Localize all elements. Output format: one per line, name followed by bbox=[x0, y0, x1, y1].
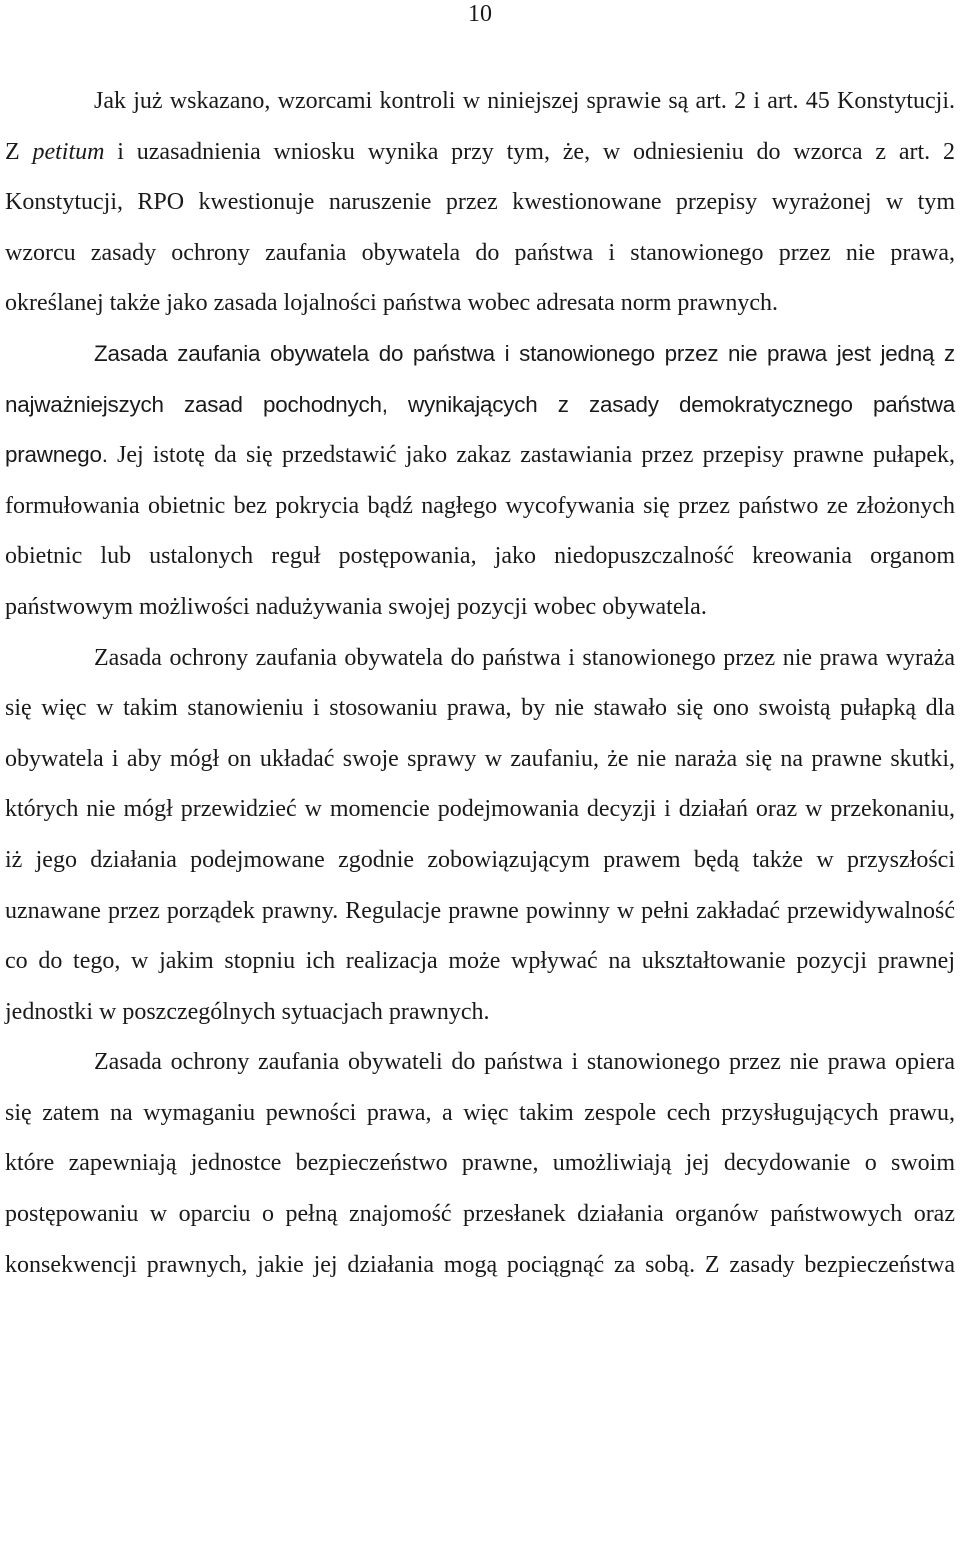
paragraph-review-standards bbox=[5, 76, 955, 329]
page-number: 10 bbox=[468, 1, 492, 27]
paragraph-text: Jak już wskazano, wzorcami kontroli w niniejszej sprawie są art. 2 i art. 45 Konstytucji. Z bbox=[5, 88, 955, 165]
paragraph-trust-principle bbox=[5, 329, 955, 633]
paragraph-text: Jej istotę da się przedstawić jako zakaz zastawiania przez przepisy prawne pułapek, formułowania obietnic bez pokrycia bądź nagłego wycofywania się przez państwo ze złożonych obietnic lub ustalonych reguł postępowania, jako niedopuszczalność kreowania organom państwowym możliwości nadużywania swojej pozycji wobec obywatela. bbox=[5, 442, 955, 620]
document-body bbox=[5, 76, 955, 1290]
paragraph-trust-expression: Zasada ochrony zaufania obywatela do państwa i stanowionego przez nie prawa wyraża się więc w takim stanowieniu i stosowaniu prawa, by nie stawało się ono swoistą pułapką dla obywatela i aby mógł on układać swoje sprawy w zaufaniu, że nie naraża się na prawne skutki, których nie mógł przewidzieć w momencie podejmowania decyzji i działań oraz w przekonaniu, iż jego działania podejmowane zgodnie zobowiązującym prawem będą także w przyszłości uznawane przez porządek prawny. Regulacje prawne powinny w pełni zakładać przewidywalność co do tego, w jakim stopniu ich realizacja może wpływać na ukształtowanie pozycji prawnej jednostki w poszczególnych sytuacjach prawnych. bbox=[5, 644, 955, 1025]
paragraph-legal-certainty: Zasada ochrony zaufania obywateli do państwa i stanowionego przez nie prawa opiera się zatem na wymaganiu pewności prawa, a więc takim zespole cech przysługujących prawu, które zapewniają jednostce bezpieczeństwo prawne, umożliwiają jej decydowanie o swoim postępowaniu w oparciu o pełną znajomość przesłanek działania organów państwowych oraz konsekwencji prawnych, jakie jej działania mogą pociągnąć za sobą. Z zasady bezpieczeństwa bbox=[5, 1049, 955, 1278]
paragraph-text-sans: Zasada zaufania obywatela do państwa i stanowionego przez nie prawa jest jedną z najważniejszych zasad pochodnych, wynikających z zasady demokratycznego państwa prawnego. bbox=[5, 340, 955, 468]
paragraph-italic-term: petitum bbox=[32, 138, 105, 165]
paragraph-text: i uzasadnienia wniosku wynika przy tym, że, w odniesieniu do wzorca z art. 2 Konstytucji, RPO kwestionuje naruszenie przez kwestionowane przepisy wyrażonej w tym wzorcu zasady ochrony zaufania obywatela do państwa i stanowionego przez nie prawa, określanej także jako zasada lojalności państwa wobec adresata norm prawnych. bbox=[5, 138, 955, 317]
